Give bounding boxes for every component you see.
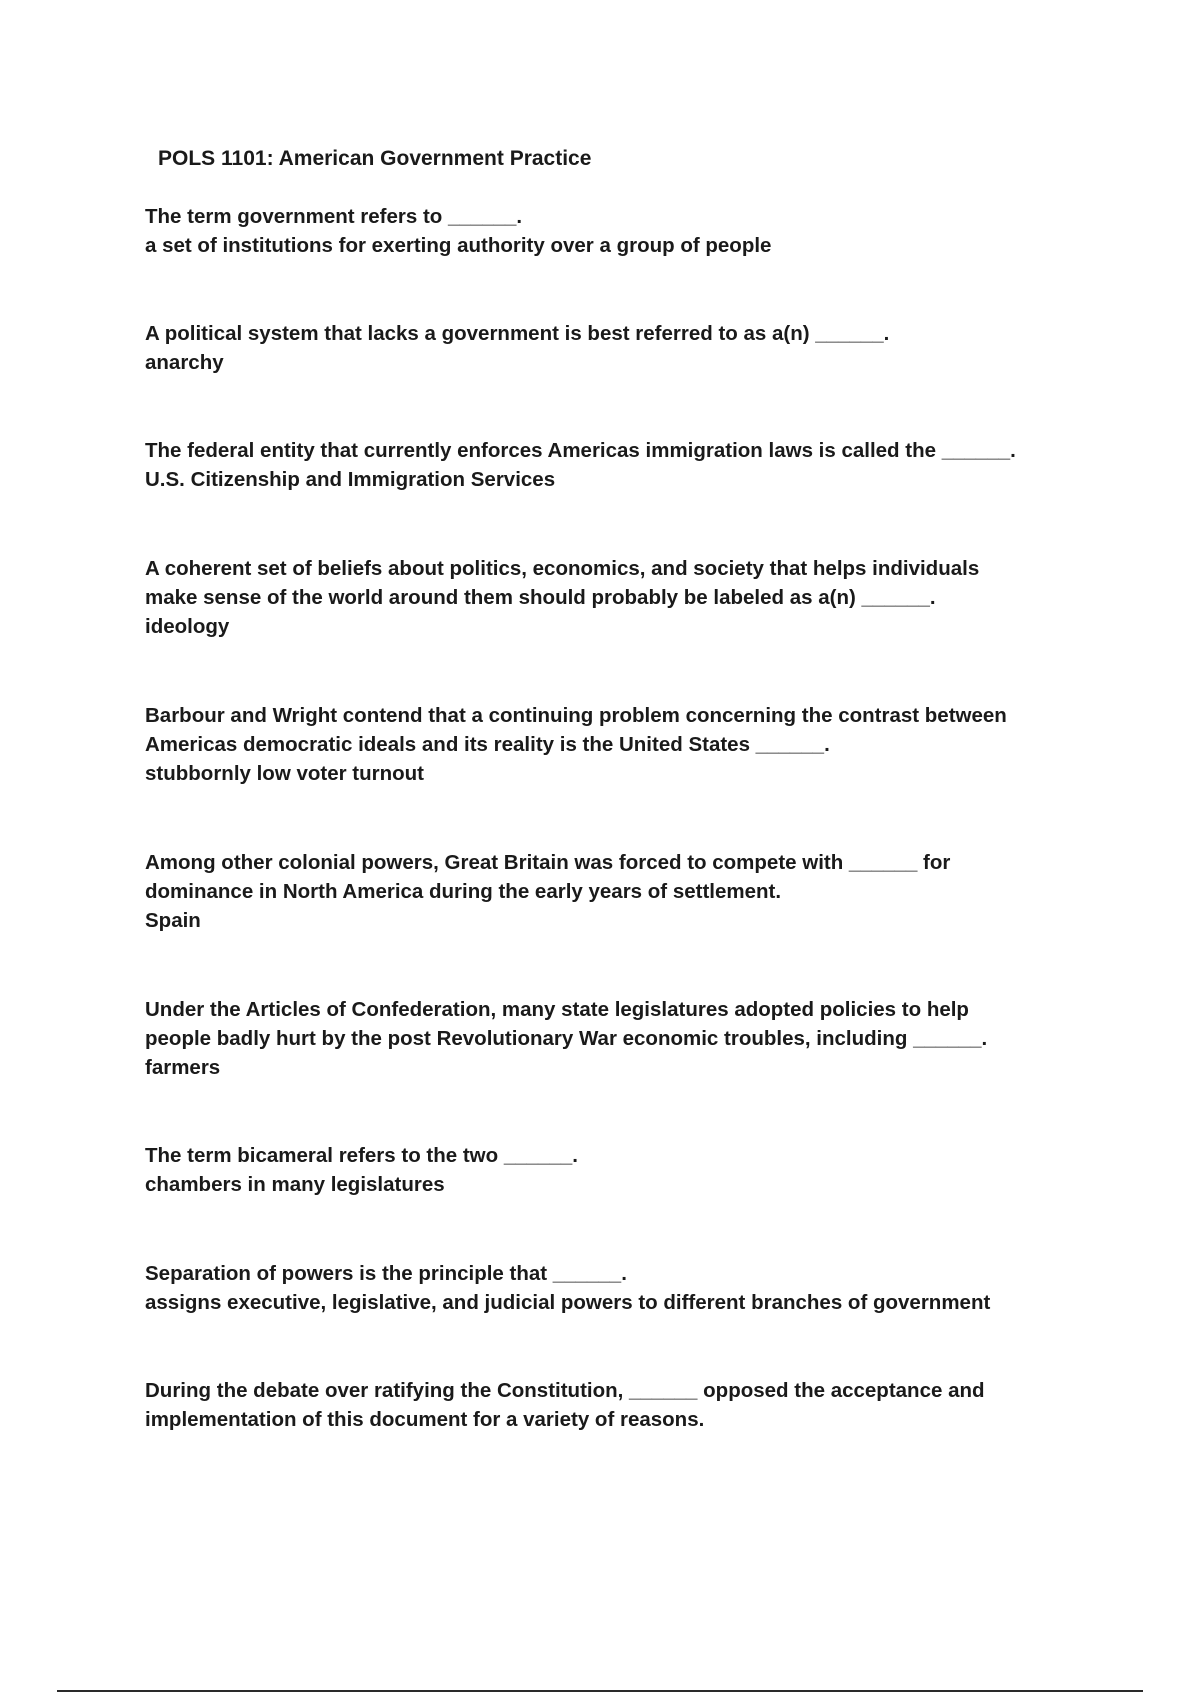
- question-answer: ideology: [145, 615, 230, 638]
- question-answer: anarchy: [145, 351, 224, 374]
- question-answer: U.S. Citizenship and Immigration Services: [145, 468, 556, 491]
- question-prompt: A political system that lacks a government is best referred to as a(n) ______.: [145, 322, 890, 345]
- question-answer: farmers: [145, 1056, 221, 1079]
- question-prompt-line: make sense of the world around them should probably be labeled as a(n) ______.: [145, 586, 936, 609]
- question-5: [145, 701, 1105, 788]
- question-9: [145, 1259, 1105, 1317]
- question-answer: chambers in many legislatures: [145, 1173, 445, 1196]
- question-answer: stubbornly low voter turnout: [145, 762, 425, 785]
- question-4: [145, 554, 1105, 641]
- question-prompt: The term government refers to ______.: [145, 205, 523, 228]
- page-divider: [57, 1690, 1143, 1692]
- question-prompt: Separation of powers is the principle that ______.: [145, 1262, 627, 1285]
- question-answer: Spain: [145, 909, 201, 932]
- question-prompt-line: implementation of this document for a variety of reasons.: [145, 1408, 705, 1431]
- question-prompt-line: During the debate over ratifying the Constitution, ______ opposed the acceptance and: [145, 1379, 985, 1402]
- question-8: [145, 1141, 1105, 1199]
- question-prompt-line: Under the Articles of Confederation, many state legislatures adopted policies to help: [145, 998, 969, 1021]
- question-prompt-line: Barbour and Wright contend that a continuing problem concerning the contrast between: [145, 704, 1007, 727]
- question-1: [145, 202, 1105, 260]
- question-prompt: The term bicameral refers to the two ______.: [145, 1144, 578, 1167]
- question-10: [145, 1376, 1105, 1434]
- question-prompt-line: Among other colonial powers, Great Britain was forced to compete with ______ for: [145, 851, 951, 874]
- question-answer: assigns executive, legislative, and judicial powers to different branches of government: [145, 1291, 991, 1314]
- page-title: POLS 1101: American Government Practice: [158, 147, 592, 170]
- question-prompt-line: people badly hurt by the post Revolutionary War economic troubles, including ______.: [145, 1027, 988, 1050]
- question-7: [145, 995, 1105, 1082]
- question-prompt-line: A coherent set of beliefs about politics, economics, and society that helps individuals: [145, 557, 980, 580]
- question-prompt-line: dominance in North America during the early years of settlement.: [145, 880, 782, 903]
- question-2: [145, 319, 1105, 377]
- question-3: [145, 436, 1105, 494]
- question-6: [145, 848, 1105, 935]
- question-prompt: The federal entity that currently enforces Americas immigration laws is called the ______.: [145, 439, 1016, 462]
- question-prompt-line: Americas democratic ideals and its reality is the United States ______.: [145, 733, 830, 756]
- question-answer: a set of institutions for exerting authority over a group of people: [145, 234, 772, 257]
